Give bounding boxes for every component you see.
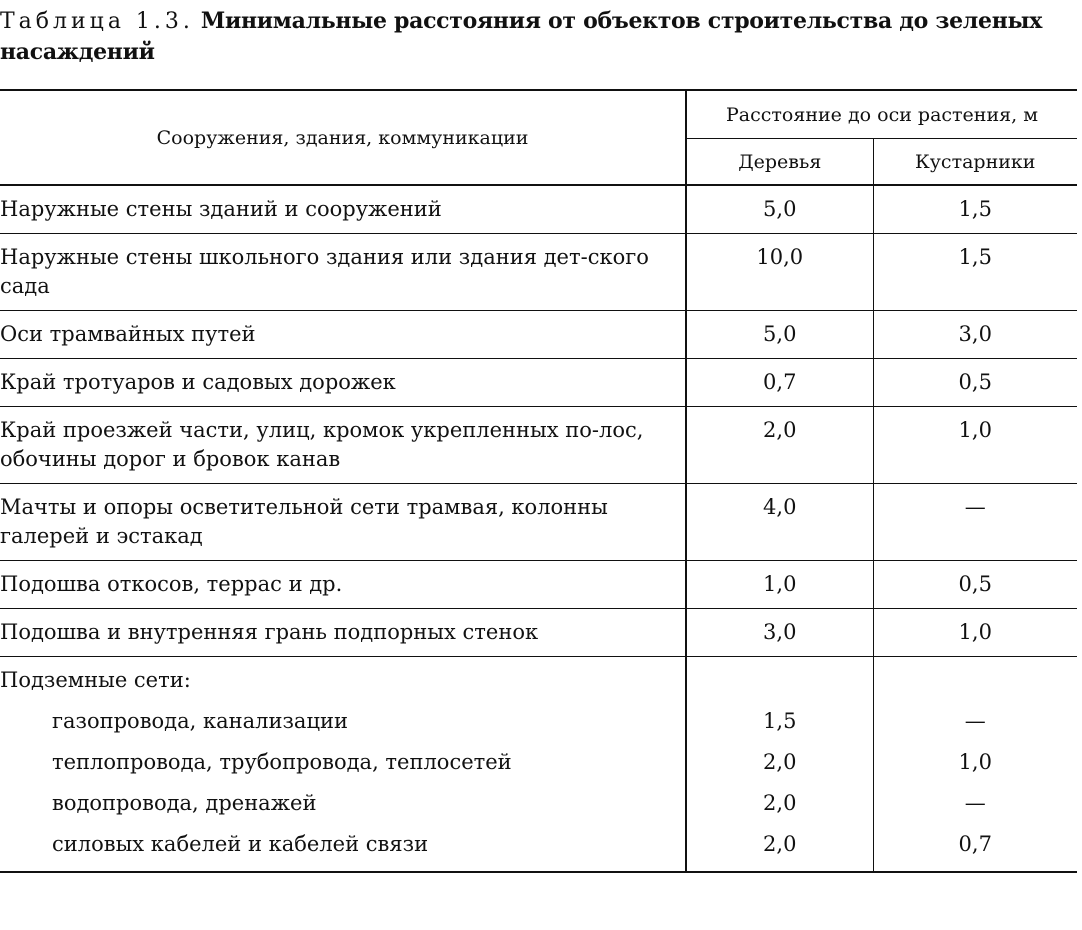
underground-heading-row [0,657,1077,702]
row-name: Наружные стены зданий и сооружений [0,185,686,234]
table-row [0,701,1077,742]
distance-table [0,89,1077,873]
header-distance: Расстояние до оси растения, м [686,90,1077,139]
underground-heading: Подземные сети: [0,657,686,702]
shrubs-value: 0,7 [873,824,1077,872]
row-name: газопровода, канализации [0,701,686,742]
table-row [0,824,1077,872]
table-row [0,359,1077,407]
row-name: Подошва и внутренняя грань подпорных стенок [0,609,686,657]
table-caption [0,6,1070,68]
shrubs-value: — [964,709,986,733]
shrubs-value: 1,0 [873,609,1077,657]
trees-value: 10,0 [686,234,873,311]
row-name: Край проезжей части, улиц, кромок укрепленных по-лос, обочины дорог и бровок канав [0,407,686,484]
trees-value: 1,5 [686,701,873,742]
shrubs-value: 1,0 [873,407,1077,484]
shrubs-value: 1,5 [873,234,1077,311]
trees-value: 2,0 [686,407,873,484]
header-trees: Деревья [686,139,873,186]
row-name: Мачты и опоры осветительной сети трамвая, колонны галерей и эстакад [0,484,686,561]
trees-value: 1,0 [686,561,873,609]
table-row [0,484,1077,561]
shrubs-value: 3,0 [873,311,1077,359]
table-number: Таблица 1.3. [0,9,194,34]
table-row [0,742,1077,783]
trees-value: 5,0 [686,311,873,359]
shrubs-value: 0,5 [873,561,1077,609]
trees-value: 2,0 [686,742,873,783]
shrubs-value: 1,0 [958,750,992,774]
table-title: Минимальные расстояния от объектов строительства до зеленых насаждений [0,8,1043,65]
trees-value: 5,0 [686,185,873,234]
trees-value: 2,0 [686,783,873,824]
trees-value: 2,0 [686,824,873,872]
trees-value: 0,7 [686,359,873,407]
row-name: Край тротуаров и садовых дорожек [0,359,686,407]
shrubs-value: — [873,484,1077,561]
table-row [0,407,1077,484]
row-name: водопровода, дренажей [0,783,686,824]
header-shrubs: Кустарники [873,139,1077,186]
row-name: теплопровода, трубопровода, теплосетей [0,742,686,783]
row-name: Оси трамвайных путей [0,311,686,359]
trees-value: 4,0 [686,484,873,561]
row-name: Наружные стены школьного здания или здания дет-ского сада [0,234,686,311]
table-row [0,783,1077,824]
table-row [0,234,1077,311]
header-structures: Сооружения, здания, коммуникации [0,90,686,185]
row-name: Подошва откосов, террас и др. [0,561,686,609]
row-name: силовых кабелей и кабелей связи [0,824,686,872]
table-row [0,609,1077,657]
table-row [0,185,1077,234]
shrubs-value: 0,5 [873,359,1077,407]
shrubs-value: 1,5 [873,185,1077,234]
table-row [0,561,1077,609]
trees-value: 3,0 [686,609,873,657]
table-row [0,311,1077,359]
shrubs-value: — [964,791,986,815]
